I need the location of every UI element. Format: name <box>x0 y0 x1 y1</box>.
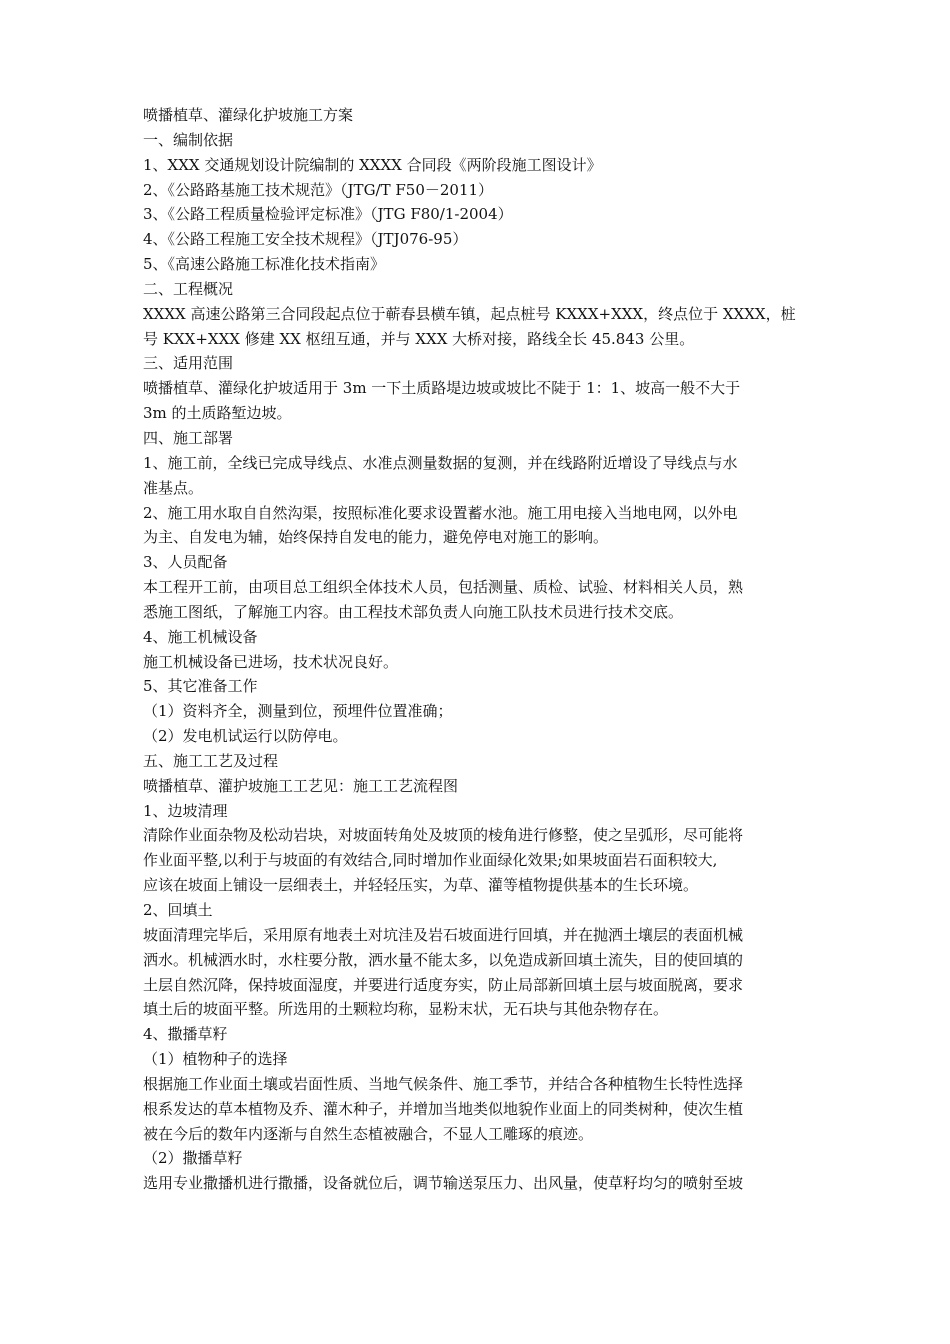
text-line: 被在今后的数年内逐渐与自然生态植被融合，不显人工雕琢的痕迹。 <box>143 1124 594 1143</box>
text-line: 三、适用范围 <box>143 354 234 373</box>
text-line: 4、撒播草籽 <box>143 1025 228 1044</box>
text-line: 根据施工作业面土壤或岩面性质、当地气候条件、施工季节，并结合各种植物生长特性选择 <box>143 1074 744 1093</box>
text-line: （2）撒播草籽 <box>143 1149 243 1168</box>
text-line: 2、《公路路基施工技术规范》（JTG/T F50－2011） <box>143 180 494 199</box>
text-line: 喷播植草、灌护坡施工工艺见：施工工艺流程图 <box>143 776 459 795</box>
text-line: 1、XXX 交通规划设计院编制的 XXXX 合同段《两阶段施工图设计》 <box>143 155 602 174</box>
text-line: 准基点。 <box>143 478 204 497</box>
text-line: 喷播植草、灌绿化护坡适用于 3m 一下土质路堤边坡或坡比不陡于 1：1、坡高一般不大于 <box>143 379 741 398</box>
text-line: 五、施工工艺及过程 <box>143 751 279 770</box>
text-line: （2）发电机试运行以防停电。 <box>143 727 348 746</box>
document-body <box>143 103 818 1196</box>
text-line: 1、施工前，全线已完成导线点、水准点测量数据的复测，并在线路附近增设了导线点与水 <box>143 453 738 472</box>
text-line: 选用专业撒播机进行撒播，设备就位后，调节输送泵压力、出风量，使草籽均匀的喷射至坡 <box>143 1174 744 1193</box>
text-line: 四、施工部署 <box>143 428 234 447</box>
document-title: 喷播植草、灌绿化护坡施工方案 <box>143 106 354 124</box>
text-line: XXXX 高速公路第三合同段起点位于蕲春县横车镇，起点桩号 KXXX+XXX，终点位于 XXXX，桩 <box>143 304 796 323</box>
text-line: 应该在坡面上铺设一层细表土，并轻轻压实，为草、灌等植物提供基本的生长环境。 <box>143 876 699 895</box>
text-line: 为主、自发电为辅，始终保持自发电的能力，避免停电对施工的影响。 <box>143 528 609 547</box>
text-line: （1）资料齐全，测量到位，预埋件位置准确； <box>143 702 453 721</box>
text-line: 2、回填土 <box>143 901 213 919</box>
text-line: 5、其它准备工作 <box>143 677 258 696</box>
text-line: 作业面平整,以利于与坡面的有效结合,同时增加作业面绿化效果;如果坡面岩石面积较大, <box>143 851 718 870</box>
text-line: 3、人员配备 <box>143 553 228 572</box>
text-line: 4、施工机械设备 <box>143 627 258 646</box>
text-line: 一、编制依据 <box>143 130 234 149</box>
text-line: 悉施工图纸，了解施工内容。由工程技术部负责人向施工队技术员进行技术交底。 <box>143 602 684 621</box>
text-line: 洒水。机械洒水时，水柱要分散，洒水量不能太多，以免造成新回填土流失，目的使回填的 <box>143 950 744 969</box>
text-line: 根系发达的草本植物及乔、灌木种子，并增加当地类似地貌作业面上的同类树种，使次生植 <box>143 1099 744 1118</box>
text-line: 3m 的土质路堑边坡。 <box>143 404 292 423</box>
text-line: 1、边坡清理 <box>143 801 228 820</box>
text-line: （1）植物种子的选择 <box>143 1050 288 1069</box>
text-line: 坡面清理完毕后，采用原有地表土对坑洼及岩石坡面进行回填，并在抛洒土壤层的表面机械 <box>143 925 744 944</box>
text-line: 本工程开工前，由项目总工组织全体技术人员，包括测量、质检、试验、材料相关人员，熟 <box>143 578 744 597</box>
text-line: 二、工程概况 <box>143 279 234 298</box>
text-line: 土层自然沉降，保持坡面湿度，并要进行适度夯实，防止局部新回填土层与坡面脱离，要求 <box>143 975 744 994</box>
text-line: 5、《高速公路施工标准化技术指南》 <box>143 255 386 274</box>
text-line: 清除作业面杂物及松动岩块，对坡面转角处及坡顶的棱角进行修整，使之呈弧形，尽可能将 <box>143 826 744 845</box>
text-line: 2、施工用水取自自然沟渠，按照标准化要求设置蓄水池。施工用电接入当地电网，以外电 <box>143 503 738 522</box>
text-line: 4、《公路工程施工安全技术规程》（JTJ076-95） <box>143 230 468 249</box>
text-line: 3、《公路工程质量检验评定标准》（JTG F80/1-2004） <box>143 205 513 224</box>
text-line: 填土后的坡面平整。所选用的土颗粒均称，显粉末状，无石块与其他杂物存在。 <box>143 1000 669 1019</box>
text-line: 施工机械设备已进场，技术状况良好。 <box>143 652 399 671</box>
text-line: 号 KXX+XXX 修建 XX 枢纽互通，并与 XXX 大桥对接，路线全长 45.843 公里。 <box>143 329 695 348</box>
